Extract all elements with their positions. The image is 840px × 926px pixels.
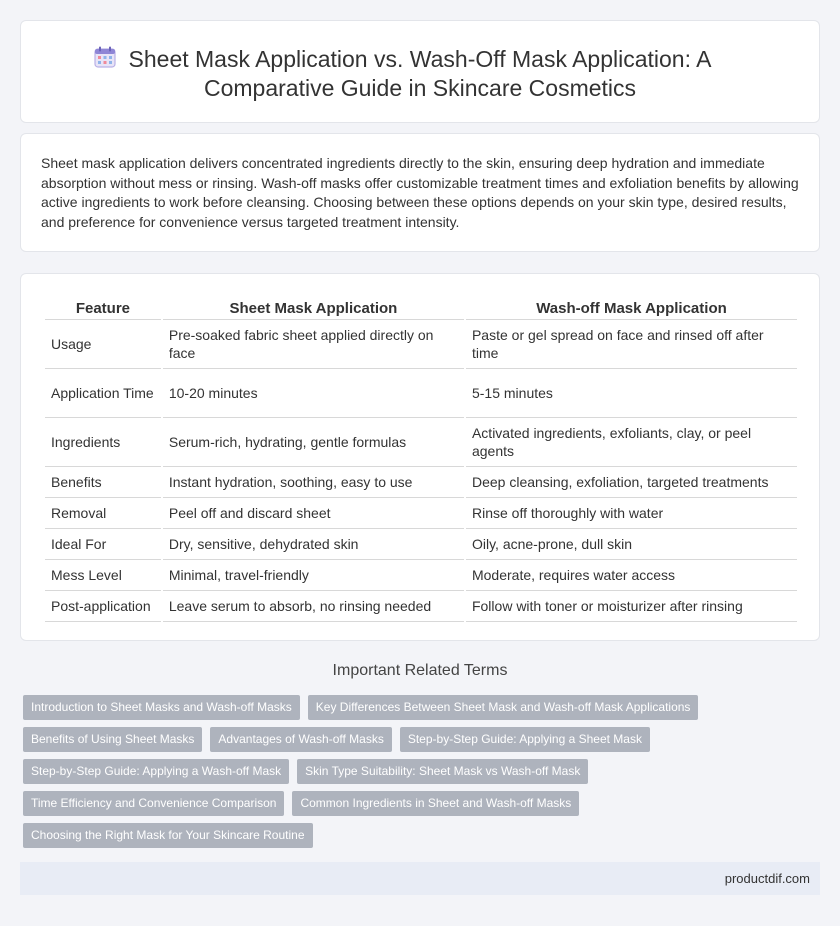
header-card xyxy=(20,20,820,123)
intro-card xyxy=(20,133,820,252)
comparison-card xyxy=(20,273,820,641)
table-row xyxy=(45,529,797,560)
table-row xyxy=(45,560,797,591)
column-header-wash-off-mask: Wash-off Mask Application xyxy=(466,296,797,320)
related-term-tag[interactable]: Skin Type Suitability: Sheet Mask vs Wash-off Mask xyxy=(297,759,588,784)
column-header-feature: Feature xyxy=(45,296,161,320)
row-sheet-mask: Serum-rich, hydrating, gentle formulas xyxy=(163,418,464,467)
row-feature: Removal xyxy=(45,498,161,529)
row-feature: Ideal For xyxy=(45,529,161,560)
row-sheet-mask: Dry, sensitive, dehydrated skin xyxy=(163,529,464,560)
column-header-sheet-mask: Sheet Mask Application xyxy=(163,296,464,320)
row-wash-off-mask: Deep cleansing, exfoliation, targeted treatments xyxy=(466,467,797,498)
row-sheet-mask: Leave serum to absorb, no rinsing needed xyxy=(163,591,464,622)
footer-bar xyxy=(20,862,820,895)
related-term-tag[interactable]: Common Ingredients in Sheet and Wash-off Masks xyxy=(292,791,579,816)
row-sheet-mask: Instant hydration, soothing, easy to use xyxy=(163,467,464,498)
row-feature: Usage xyxy=(45,320,161,369)
related-term-tag[interactable]: Step-by-Step Guide: Applying a Wash-off Mask xyxy=(23,759,289,784)
table-row xyxy=(45,418,797,467)
related-term-tag[interactable]: Step-by-Step Guide: Applying a Sheet Mask xyxy=(400,727,650,752)
row-sheet-mask: Pre-soaked fabric sheet applied directly on face xyxy=(163,320,464,369)
row-feature: Application Time xyxy=(45,369,161,418)
row-wash-off-mask: Follow with toner or moisturizer after rinsing xyxy=(466,591,797,622)
related-term-tag[interactable]: Time Efficiency and Convenience Comparison xyxy=(23,791,284,816)
row-feature: Ingredients xyxy=(45,418,161,467)
table-row xyxy=(45,467,797,498)
site-name[interactable]: productdif.com xyxy=(724,871,810,886)
row-wash-off-mask: Oily, acne-prone, dull skin xyxy=(466,529,797,560)
row-sheet-mask: Peel off and discard sheet xyxy=(163,498,464,529)
table-header-row xyxy=(45,296,797,320)
related-term-tag[interactable]: Key Differences Between Sheet Mask and Wash-off Mask Applications xyxy=(308,695,699,720)
row-sheet-mask: Minimal, travel-friendly xyxy=(163,560,464,591)
row-feature: Benefits xyxy=(45,467,161,498)
table-row xyxy=(45,369,797,418)
related-terms-heading: Important Related Terms xyxy=(332,662,508,679)
row-wash-off-mask: 5-15 minutes xyxy=(466,369,797,418)
related-term-tag[interactable]: Benefits of Using Sheet Masks xyxy=(23,727,202,752)
related-term-tag[interactable]: Choosing the Right Mask for Your Skincare Routine xyxy=(23,823,313,848)
row-wash-off-mask: Rinse off thoroughly with water xyxy=(466,498,797,529)
intro-paragraph: Sheet mask application delivers concentrated ingredients directly to the skin, ensuring deep hydration and immediate absorption without mess or rinsing. Wash-off masks offer customizable treatment times and exfoliation benefits by allowing active ingredients to work before cleansing. Choosing between these options depends on your skin type, desired results, and preference for convenience versus targeted treatment intensity. xyxy=(41,155,799,230)
related-term-tag[interactable]: Advantages of Wash-off Masks xyxy=(210,727,391,752)
table-row xyxy=(45,498,797,529)
row-feature: Mess Level xyxy=(45,560,161,591)
row-wash-off-mask: Moderate, requires water access xyxy=(466,560,797,591)
related-term-tag[interactable]: Introduction to Sheet Masks and Wash-off Masks xyxy=(23,695,300,720)
row-wash-off-mask: Activated ingredients, exfoliants, clay, or peel agents xyxy=(466,418,797,467)
row-wash-off-mask: Paste or gel spread on face and rinsed off after time xyxy=(466,320,797,369)
page-title: Sheet Mask Application vs. Wash-Off Mask Application: A Comparative Guide in Skincare Cosmetics xyxy=(128,46,712,101)
related-terms-list xyxy=(23,695,813,855)
row-sheet-mask: 10-20 minutes xyxy=(163,369,464,418)
table-row xyxy=(45,320,797,369)
comparison-table xyxy=(43,296,799,622)
row-feature: Post-application xyxy=(45,591,161,622)
table-row xyxy=(45,591,797,622)
